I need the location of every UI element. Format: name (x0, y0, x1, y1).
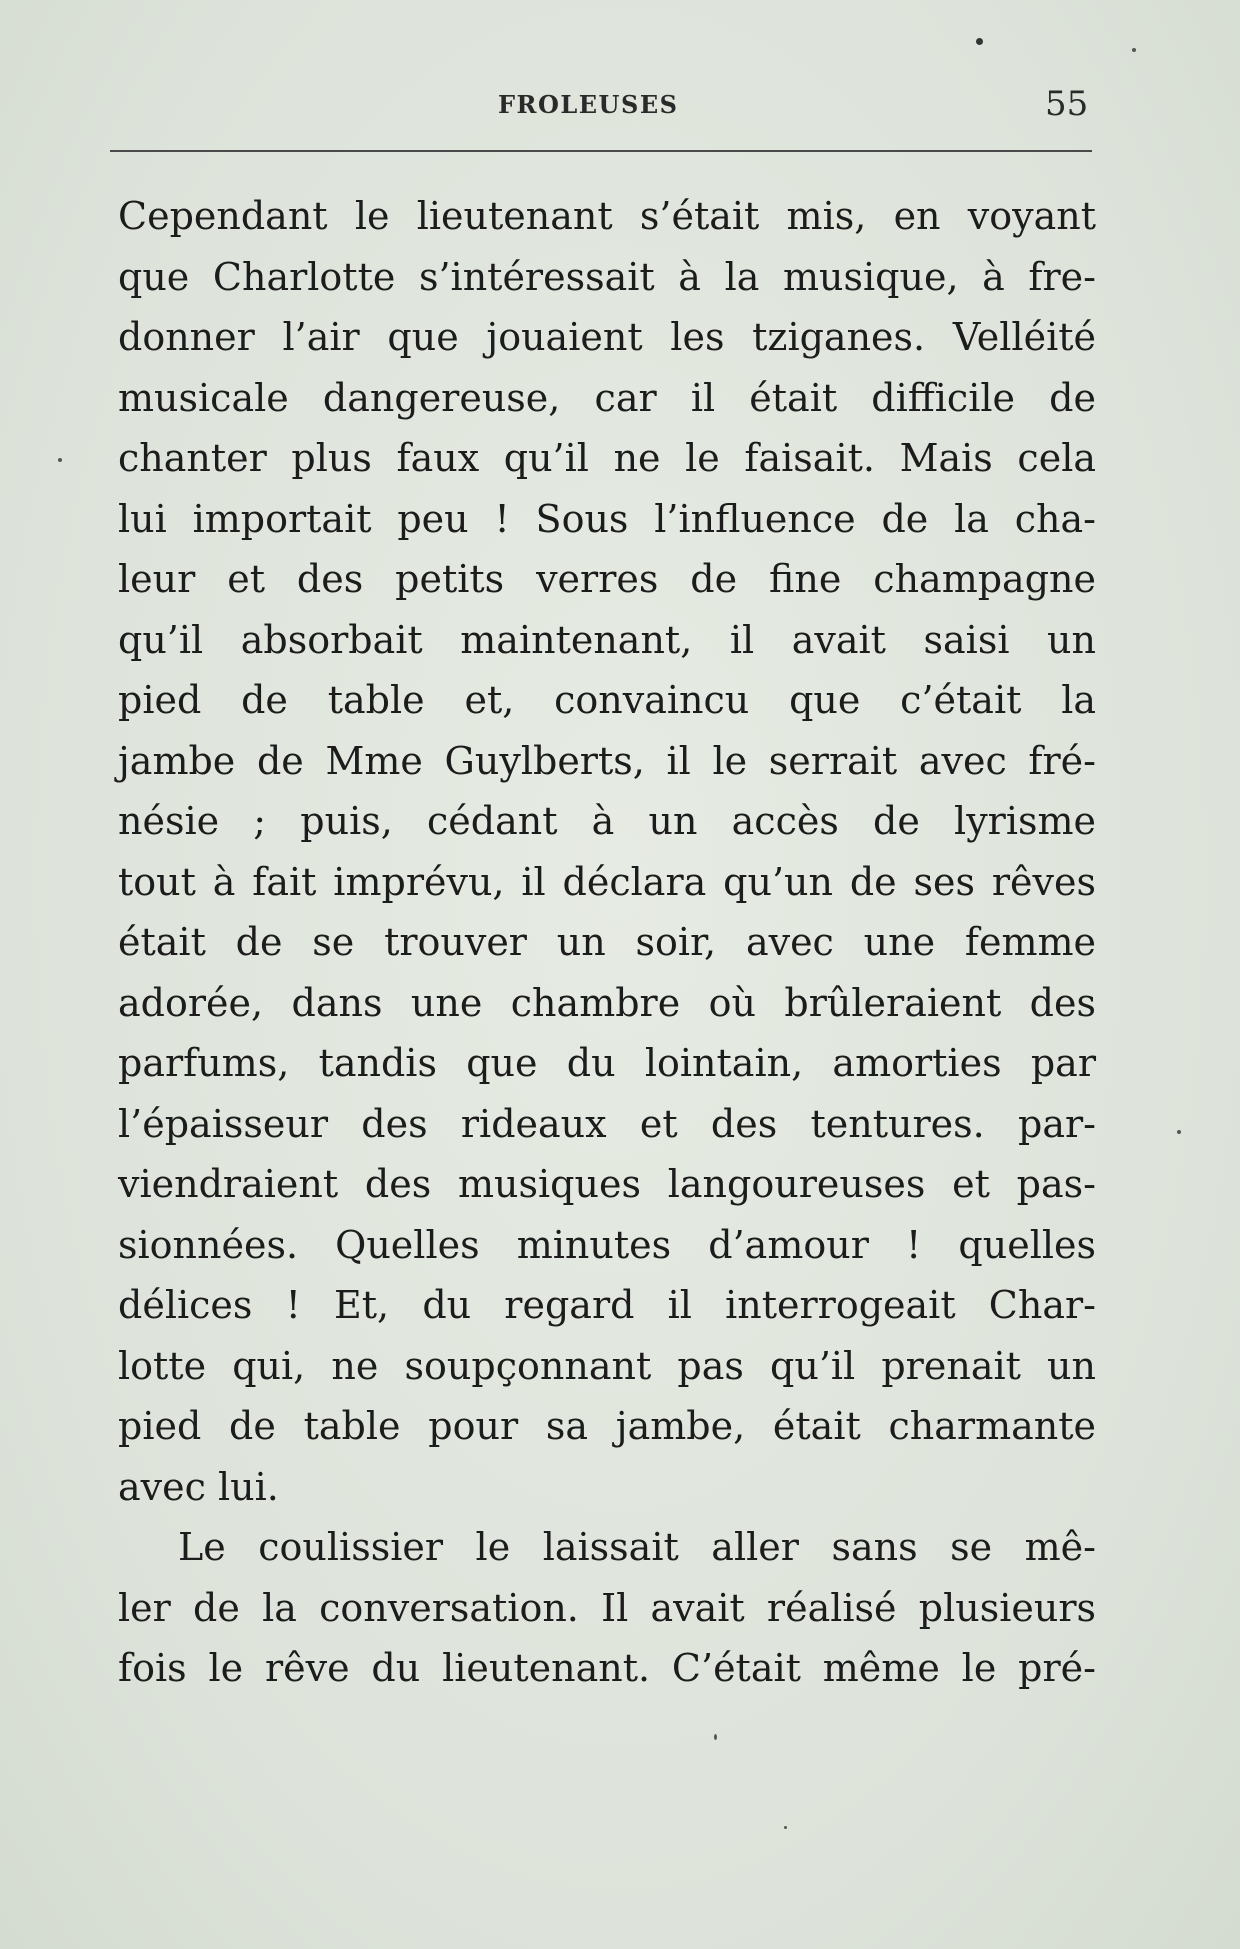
text-line: avec lui. (118, 1464, 279, 1509)
text-line: chanter plus faux qu’il ne le faisait. Mais cela (118, 436, 1096, 480)
text-line: leur et des petits verres de fine champagne (118, 557, 1096, 601)
text-line: jambe de Mme Guylberts, il le serrait avec fré- (118, 738, 1096, 783)
text-line: viendraient des musiques langoureuses et pas- (118, 1162, 1096, 1206)
text-line: délices ! Et, du regard il interrogeait Char- (118, 1283, 1096, 1327)
text-line: adorée, dans une chambre où brûleraient des (118, 980, 1096, 1025)
paper-speck (784, 1826, 787, 1829)
text-line: pied de table pour sa jambe, était charmante (118, 1404, 1096, 1448)
text-line: Le coulissier le laissait aller sans se mê- (178, 1525, 1096, 1569)
paper-speck (714, 1734, 717, 1740)
text-line: donner l’air que jouaient les tziganes. Velléité (118, 315, 1096, 359)
text-line: musicale dangereuse, car il était difficile de (118, 375, 1096, 420)
text-line: tout à fait imprévu, il déclara qu’un de ses rêves (118, 859, 1096, 904)
header-rule (110, 150, 1092, 152)
text-line: pied de table et, convaincu que c’était la (118, 678, 1096, 722)
text-line: Cependant le lieutenant s’était mis, en voyant (118, 194, 1096, 238)
text-line: lotte qui, ne soupçonnant pas qu’il prenait un (118, 1343, 1096, 1388)
text-line: sionnées. Quelles minutes d’amour ! quelles (118, 1222, 1096, 1267)
paper-speck (58, 458, 62, 462)
text-line: nésie ; puis, cédant à un accès de lyrisme (118, 799, 1096, 843)
text-line: fois le rêve du lieutenant. C’était même le pré- (118, 1646, 1096, 1690)
text-line: qu’il absorbait maintenant, il avait saisi un (118, 617, 1096, 662)
paper-speck (976, 38, 983, 45)
text-line: l’épaisseur des rideaux et des tentures. par- (118, 1101, 1096, 1146)
text-line: parfums, tandis que du lointain, amorties par (118, 1041, 1096, 1085)
text-line: était de se trouver un soir, avec une femme (118, 920, 1096, 964)
running-title: FROLEUSES (498, 90, 679, 119)
paper-speck (1177, 1130, 1181, 1134)
running-head (0, 84, 1240, 124)
paper-speck (1132, 48, 1136, 52)
text-line: que Charlotte s’intéressait à la musique, à fre- (118, 254, 1096, 299)
body-text (118, 186, 1096, 1699)
text-line: lui importait peu ! Sous l’influence de la cha- (118, 496, 1096, 541)
page-number: 55 (1045, 84, 1089, 124)
text-line: ler de la conversation. Il avait réalisé plusieurs (118, 1585, 1096, 1630)
